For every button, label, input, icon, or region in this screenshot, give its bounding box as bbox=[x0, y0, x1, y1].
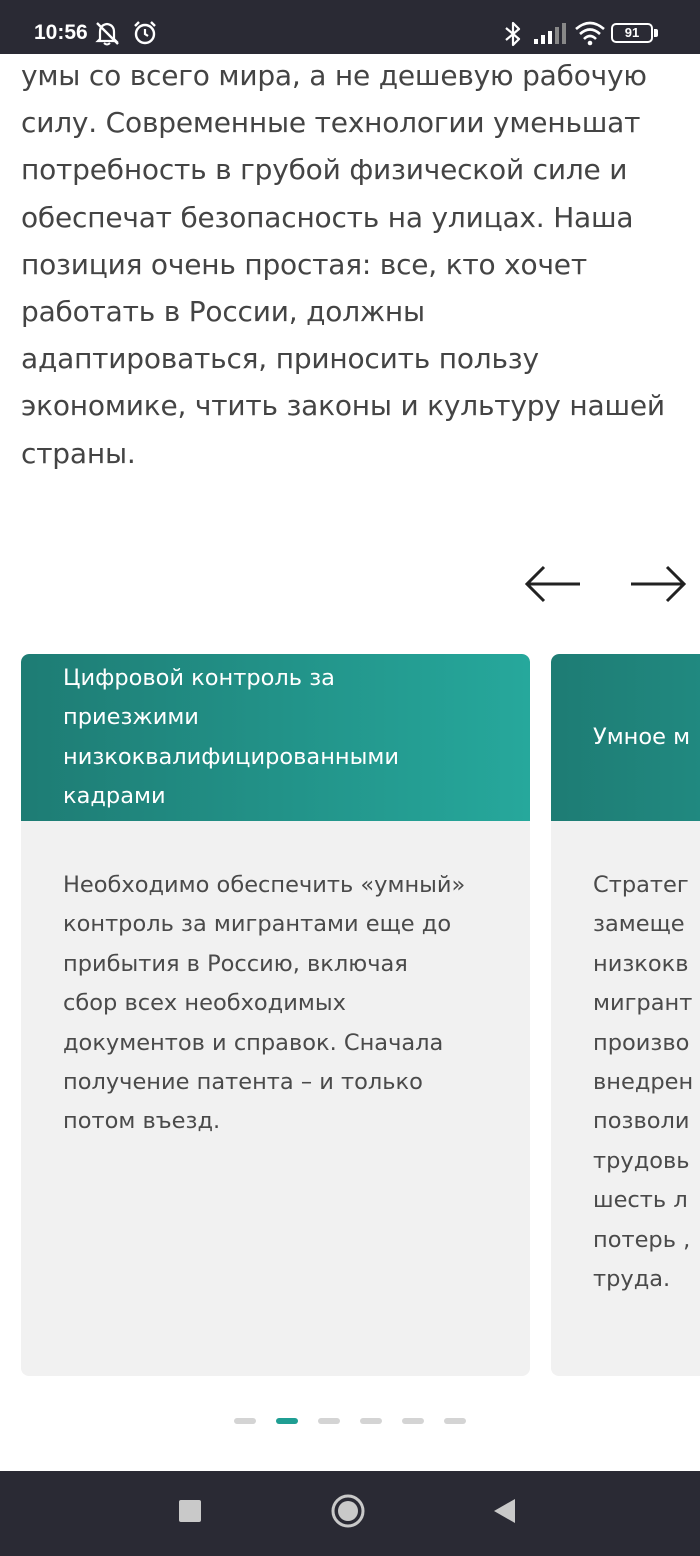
card-header bbox=[551, 654, 700, 821]
card-body-line: мигрант bbox=[593, 990, 693, 1017]
battery-icon bbox=[611, 23, 653, 43]
card-body-line: труда. bbox=[593, 1266, 671, 1293]
article-line: потребность в грубой физической силе и bbox=[21, 153, 628, 187]
card-body-line: трудовь bbox=[593, 1147, 690, 1174]
arrow-right-icon bbox=[627, 562, 689, 606]
article-line: экономике, чтить законы и культуру нашей bbox=[21, 389, 665, 423]
card-body-line: шесть л bbox=[593, 1187, 688, 1214]
card-body-line: контроль за мигрантами еще до bbox=[63, 911, 452, 938]
carousel-card[interactable] bbox=[21, 654, 530, 1376]
back-triangle-icon bbox=[488, 1493, 524, 1529]
article-line: работать в России, должны bbox=[21, 295, 425, 329]
back-button[interactable] bbox=[488, 1493, 524, 1529]
home-circle-icon bbox=[328, 1491, 368, 1531]
signal-icon bbox=[533, 23, 567, 45]
article-line: страны. bbox=[21, 436, 136, 470]
pagination-dot[interactable] bbox=[444, 1418, 466, 1424]
card-body bbox=[593, 866, 700, 1299]
card-body-line: произво bbox=[593, 1029, 690, 1056]
card-body-line: сбор всех необходимых bbox=[63, 990, 346, 1017]
recents-button[interactable] bbox=[172, 1493, 208, 1529]
card-body-line: низкокв bbox=[593, 950, 689, 977]
status-bar bbox=[0, 0, 700, 54]
pagination-dot[interactable] bbox=[276, 1418, 298, 1424]
alarm-icon bbox=[132, 20, 158, 46]
carousel-card[interactable] bbox=[551, 654, 700, 1376]
recents-square-icon bbox=[172, 1493, 208, 1529]
notifications-off-icon bbox=[94, 20, 122, 46]
card-body-line: получение патента – и только bbox=[63, 1069, 423, 1096]
card-body bbox=[63, 866, 493, 1142]
card-body-line: Необходимо обеспечить «умный» bbox=[63, 872, 466, 898]
wifi-icon bbox=[574, 20, 606, 46]
article-line: умы со всего мира, а не дешевую рабочую bbox=[21, 59, 647, 92]
card-body-line: прибытия в Россию, включая bbox=[63, 950, 408, 977]
card-title bbox=[593, 654, 700, 821]
bluetooth-icon bbox=[502, 20, 524, 48]
battery-nub bbox=[654, 29, 658, 37]
card-title-line: приезжими bbox=[63, 704, 199, 730]
pagination-dot[interactable] bbox=[318, 1418, 340, 1424]
card-title-line: кадрами bbox=[63, 783, 166, 809]
article-line: силу. Современные технологии уменьшат bbox=[21, 106, 641, 140]
card-body-line: документов и справок. Сначала bbox=[63, 1029, 444, 1056]
status-time: 10:56 bbox=[34, 21, 88, 44]
card-header bbox=[21, 654, 530, 821]
card-body-line: потом въезд. bbox=[63, 1108, 221, 1135]
card-body-line: замеще bbox=[593, 911, 685, 938]
article-line: позиция очень простая: все, кто хочет bbox=[21, 247, 587, 281]
battery-level: 91 bbox=[624, 25, 640, 40]
card-title-line: низкоквалифицированными bbox=[63, 743, 399, 770]
card-title bbox=[63, 654, 483, 821]
article-paragraph bbox=[21, 52, 691, 477]
carousel-prev-button[interactable] bbox=[522, 562, 584, 606]
article-line: обеспечат безопасность на улицах. Наша bbox=[21, 200, 634, 234]
card-title-line: Цифровой контроль за bbox=[63, 664, 335, 691]
arrow-left-icon bbox=[522, 562, 584, 606]
carousel-next-button[interactable] bbox=[627, 562, 689, 606]
card-body-line: Стратег bbox=[593, 872, 689, 898]
card-title-line: Умное м bbox=[593, 723, 691, 750]
system-nav-bar bbox=[0, 1471, 700, 1556]
pagination-dot[interactable] bbox=[360, 1418, 382, 1424]
card-body-line: внедрен bbox=[593, 1069, 694, 1096]
home-button[interactable] bbox=[328, 1491, 368, 1531]
carousel-pagination bbox=[0, 1418, 700, 1426]
pagination-dot[interactable] bbox=[234, 1418, 256, 1424]
pagination-dot[interactable] bbox=[402, 1418, 424, 1424]
card-body-line: потерь , bbox=[593, 1226, 691, 1253]
card-body-line: позволи bbox=[593, 1108, 690, 1135]
article-line: адаптироваться, приносить пользу bbox=[21, 342, 539, 376]
